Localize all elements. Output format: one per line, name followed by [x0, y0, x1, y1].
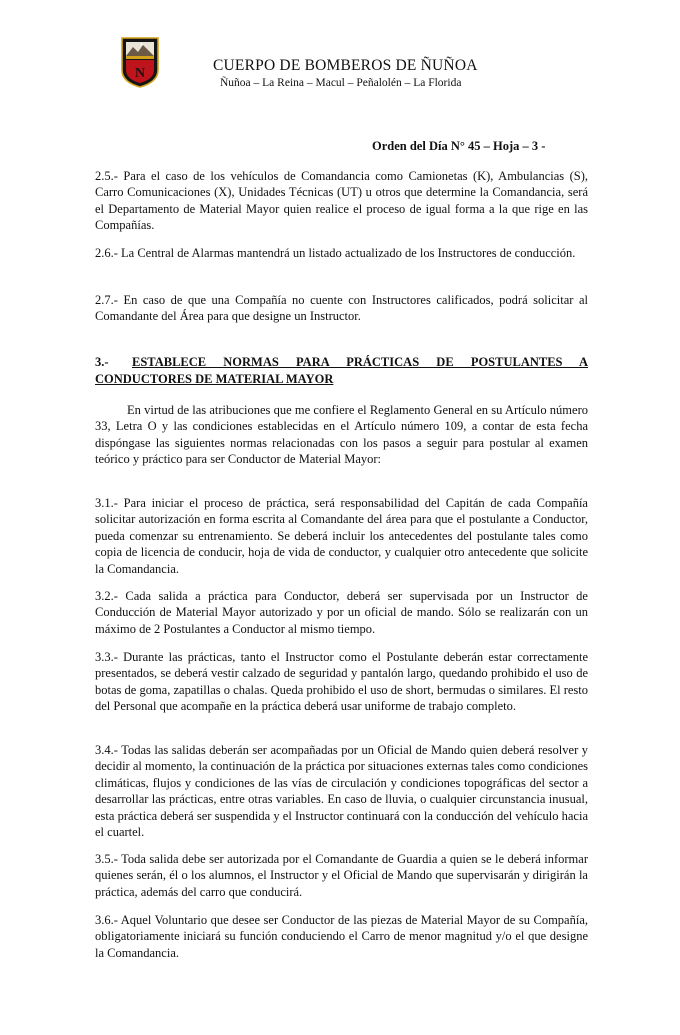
paragraph-3-5: 3.5.- Toda salida debe ser autorizada por el Comandante de Guardia a quien se le deberá informar quienes serán, él o los alumnos, el Instructor y el Oficial de Mando que supervisarán y dirigirán la práctica, además del carro que conducirá. — [95, 852, 588, 899]
paragraph-2-6: 2.6.- La Central de Alarmas mantendrá un listado actualizado de los Instructores de conducción. — [95, 246, 576, 260]
paragraph-3-6: 3.6.- Aquel Voluntario que desee ser Conductor de las piezas de Material Mayor de su Compañía, obligatoriamente iniciará su función conduciendo el Carro de menor magnitud y/o el que designe la Comandancia. — [95, 913, 588, 960]
paragraph-3-2: 3.2.- Cada salida a práctica para Conductor, deberá ser supervisada por un Instructor de Conducción de Material Mayor autorizado y por un oficial de mando. Sólo se realizarán con un máximo de 2 Postulantes a Conductor al mismo tiempo. — [95, 589, 588, 636]
organization-communes: Ñuñoa – La Reina – Macul – Peñalolén – La Florida — [220, 77, 462, 89]
organization-name: CUERPO DE BOMBEROS DE ÑUÑOA — [213, 57, 478, 74]
paragraph-2-5: 2.5.- Para el caso de los vehículos de Comandancia como Camionetas (K), Ambulancias (S), Carro Comunicaciones (X), Unidades Técnicas (UT) u otros que determine la Comandancia, será el Departamento de Material Mayor quien realice el proceso de igual forma a la que rige en las Compañías. — [95, 169, 588, 233]
paragraph-3-4: 3.4.- Todas las salidas deberán ser acompañadas por un Oficial de Mando quien deberá resolver y decidir al momento, la continuación de la práctica por situaciones externas tales como condiciones climáticas, flujos y condiciones de las vías de circulación y condiciones topográficas del sector a desarrollar las prácticas, entre otras variables. En caso de lluvia, o cualquier circunstancia inusual, esta práctica deberá ser suspendida y el Instructor continuará con la conducción del vehículo hacia el cuartel. — [95, 743, 588, 840]
section-3-heading — [95, 354, 588, 387]
paragraph-2-7: 2.7.- En caso de que una Compañía no cuente con Instructores calificados, podrá solicitar al Comandante del Área para que designe un Instructor. — [95, 293, 588, 324]
paragraph-3-1: 3.1.- Para iniciar el proceso de práctica, será responsabilidad del Capitán de cada Compañía solicitar autorización en forma escrita al Comandante del área para que el postulante a Conductor, pueda comenzar su entrenamiento. Se deberá incluir los antecedentes del postulante tales como copia de licencia de conducir, hoja de vida de conductor, y cualquier otro antecedente que solicite la Comandancia. — [95, 496, 588, 576]
paragraph-3-3: 3.3.- Durante las prácticas, tanto el Instructor como el Postulante deberán estar correctamente presentados, se deberá vestir calzado de seguridad y pantalón largo, quedando prohibido el uso de botas de goma, zapatillas o chalas. Queda prohibido el uso de short, bermudas o similares. El resto del Personal que acompañe en la práctica deberá usar uniforme de trabajo completo. — [95, 650, 588, 714]
order-reference: Orden del Día N° 45 – Hoja – 3 - — [372, 139, 546, 153]
section-3-title: ESTABLECE NORMAS PARA PRÁCTICAS DE POSTULANTES A CONDUCTORES DE MATERIAL MAYOR — [95, 355, 588, 386]
section-3-intro: En virtud de las atribuciones que me confiere el Reglamento General en su Artículo número 33, Letra O y las condiciones establecidas en el Artículo número 109, a contar de esta fecha dispóngase las siguientes normas relacionadas con los pasos a seguir para postular al examen teórico y práctico para ser Conductor de Material Mayor: — [95, 403, 588, 467]
fire-department-shield-logo — [121, 36, 159, 88]
section-3-number: 3.- — [95, 355, 109, 369]
logo-letter: N — [134, 66, 146, 81]
